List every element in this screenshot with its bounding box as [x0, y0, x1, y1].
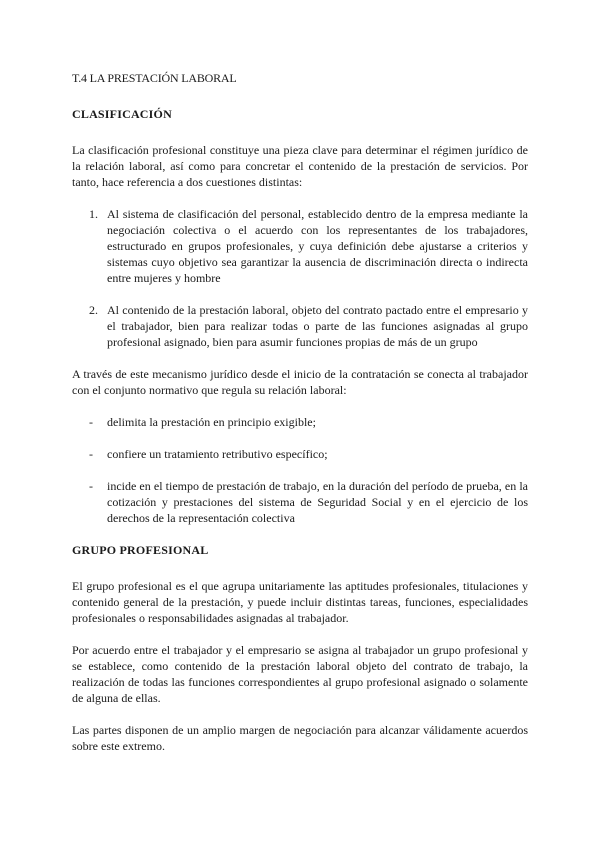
list-item [72, 446, 528, 462]
numbered-list [72, 206, 528, 350]
list-marker: - [89, 447, 93, 461]
list-item-text: delimita la prestación en principio exigible; [107, 415, 316, 429]
dashed-list [72, 414, 528, 526]
list-item [72, 302, 528, 350]
list-marker: 1. [89, 207, 98, 221]
grupo-paragraph-1: El grupo profesional es el que agrupa unitariamente las aptitudes profesionales, titulaciones y contenido general de la prestación, y puede incluir distintas tareas, funciones, especialidades profesionales o responsabilidades asignadas al trabajador. [72, 579, 528, 625]
list-item [72, 478, 528, 526]
list-item-text: confiere un tratamiento retributivo específico; [107, 447, 328, 461]
list-item-text: Al contenido de la prestación laboral, objeto del contrato pactado entre el empresario y el trabajador, bien para realizar todas o parte de las funciones asignadas al grupo profesional asignado, bien para asumir funciones propias de más de un grupo [107, 303, 528, 349]
grupo-paragraph-3: Las partes disponen de un amplio margen de negociación para alcanzar válidamente acuerdos sobre este extremo. [72, 723, 528, 753]
list-marker: - [89, 415, 93, 429]
list-marker: 2. [89, 303, 98, 317]
list-marker: - [89, 479, 93, 493]
intro-paragraph: La clasificación profesional constituye una pieza clave para determinar el régimen jurídico de la relación laboral, así como para concretar el contenido de la prestación de servicios. Por tanto, hace referencia a dos cuestiones distintas: [72, 143, 528, 189]
grupo-paragraph-2: Por acuerdo entre el trabajador y el empresario se asigna al trabajador un grupo profesional y se establece, como contenido de la prestación laboral objeto del contrato de trabajo, la realización de todas las funciones correspondientes al grupo profesional asignado o solamente de alguna de ellas. [72, 643, 528, 705]
list-item [72, 414, 528, 430]
list-item-text: incide en el tiempo de prestación de trabajo, en la duración del período de prueba, en la cotización y prestaciones del sistema de Seguridad Social y en el ejercicio de los derechos de la representación colectiva [107, 479, 528, 525]
list-item-text: Al sistema de clasificación del personal, establecido dentro de la empresa mediante la negociación colectiva o el acuerdo con los representantes de los trabajadores, estructurado en grupos profesionales, y cuya definición debe ajustarse a criterios y sistemas cuyo objetivo sea garantizar la ausencia de discriminación directa o indirecta entre mujeres y hombre [107, 207, 528, 285]
mechanism-paragraph: A través de este mecanismo jurídico desde el inicio de la contratación se conecta al trabajador con el conjunto normativo que regula su relación laboral: [72, 367, 528, 397]
section-heading-grupo-profesional: GRUPO PROFESIONAL [72, 543, 209, 557]
list-item [72, 206, 528, 286]
section-heading-clasificacion: CLASIFICACIÓN [72, 107, 172, 121]
document-title: T.4 LA PRESTACIÓN LABORAL [72, 71, 237, 85]
